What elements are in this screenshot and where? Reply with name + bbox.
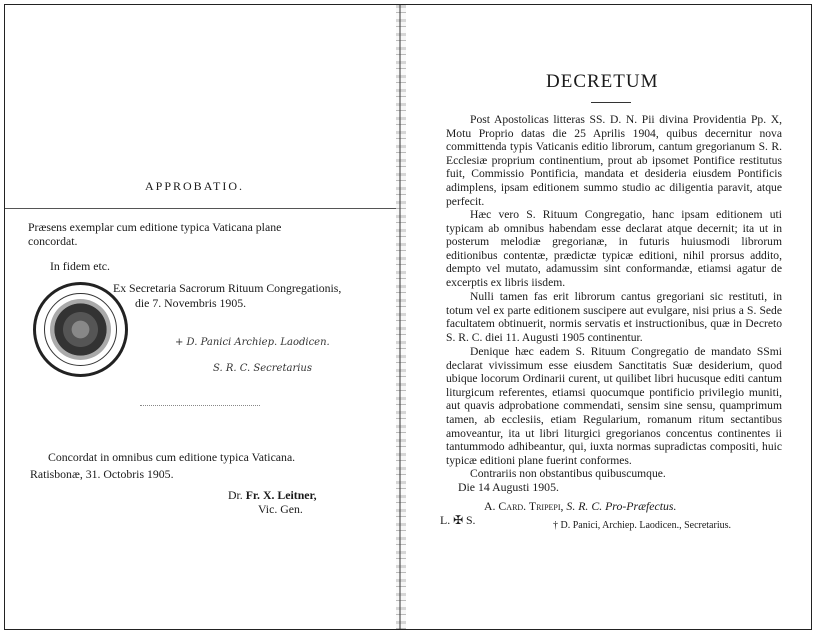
dotted-divider [140,405,260,407]
leitner-signature [228,489,317,503]
decretum-paragraph-1: Post Apostolicas litteras SS. D. N. Pii divina Providentia Pp. X, Motu Proprio datas die 25 Aprilis 1904, quibus decernitur nova committenda typis Vaticanis editio librorum, cantum gregorianum S. R. Ecclesiæ proprium continentium, prout ab ipsomet Pontifice restitutus fuit, Commissio Pontificia, mandata et desideria eiusdem Pontificis adimplens, ipsam editionem summo studio ac diligentia paravit, atque perfecit. [446,113,782,208]
locus-sigilli: L. ✠ S. [440,513,476,527]
right-page [440,0,782,630]
concordat-line: Concordat in omnibus cum editione typica Vaticana. [48,450,296,464]
in-fidem: In fidem etc. [50,259,110,273]
panici-signature: † D. Panici, Archiep. Laodicen., Secretarius. [553,520,731,531]
book-gutter [396,5,406,629]
ratisbonae-line: Ratisbonæ, 31. Octobris 1905. [30,467,174,481]
leitner-title: Vic. Gen. [258,502,303,516]
approbatio-title: APPROBATIO. [145,179,245,193]
tripepi-name: A. Card. Tripepi, [484,499,564,513]
tripepi-title: S. R. C. Pro-Præfectus. [566,499,677,513]
decretum-paragraph-3: Nulli tamen fas erit librorum cantus gregoriani sic restituti, in totum vel ex parte editionem suscipere aut evulgare, nisi prius a S. Sede facultatem obtinuerit, normis servatis et instructionibus, quæ in Decreto S. R. C. diei 11. Augusti 1905 continentur. [446,290,782,344]
decretum-rule [591,102,631,103]
decretum-paragraph-4: Denique hæc eadem S. Rituum Congregatio de mandato SSmi declarat vivissimum esse eiusdem Sanctitatis Suæ desiderium, quod ubique locorum Ordinarii curent, ut quilibet libri hucusque editi cantum liturgicum referentes, etiamsi quocumque pontificio privilegio muniti, aut quavis adprobatione commendati, sensim sine sensu, quamprimum tamen, ab ecclesiis, etiam Regularium, romanum ritum sectantibus amoveantur, ita ut libri liturgici gregorianos concentus continentes ii tantummodo adhibeantur, qui, iuxta normas supradictas compositi, huic typicæ editioni plane fuerint conformes. [446,345,782,467]
signature-secretarius: S. R. C. Secretarius [213,363,312,374]
ex-secretaria-line-1: Ex Secretaria Sacrorum Rituum Congregationis, [113,281,342,295]
decretum-paragraph-2: Hæc vero S. Rituum Congregatio, hanc ipsam editionem uti typicam ab omnibus habendam esse declarat atque decernit; ita ut in posterum melodiæ gregorianæ, in futuris huiusmodi librorum editionibus contentæ, prædictæ typicæ editioni, nihil prorsus addito, dempto vel mutato, adamussim sint conformandæ, etiamsi agatur de excerptis ex libris iisdem. [446,208,782,289]
leitner-prefix: Dr. [228,488,243,502]
congregation-seal [33,282,128,377]
gutter-line [399,5,401,629]
approbatio-line-1: Præsens exemplar cum editione typica Vaticana plane [28,220,282,234]
decretum-title: DECRETUM [546,71,659,92]
ex-secretaria-line-2: die 7. Novembris 1905. [135,296,247,310]
left-page [20,0,388,630]
approbatio-line-2: concordat. [28,234,78,248]
decretum-paragraph-5: Contrariis non obstantibus quibuscumque. [470,467,666,480]
decretum-date: Die 14 Augusti 1905. [458,480,559,494]
tripepi-signature [484,500,676,514]
leitner-name: Fr. X. Leitner, [245,488,317,502]
signature-panici: + D. Panici Archiep. Laodicen. [175,337,330,348]
